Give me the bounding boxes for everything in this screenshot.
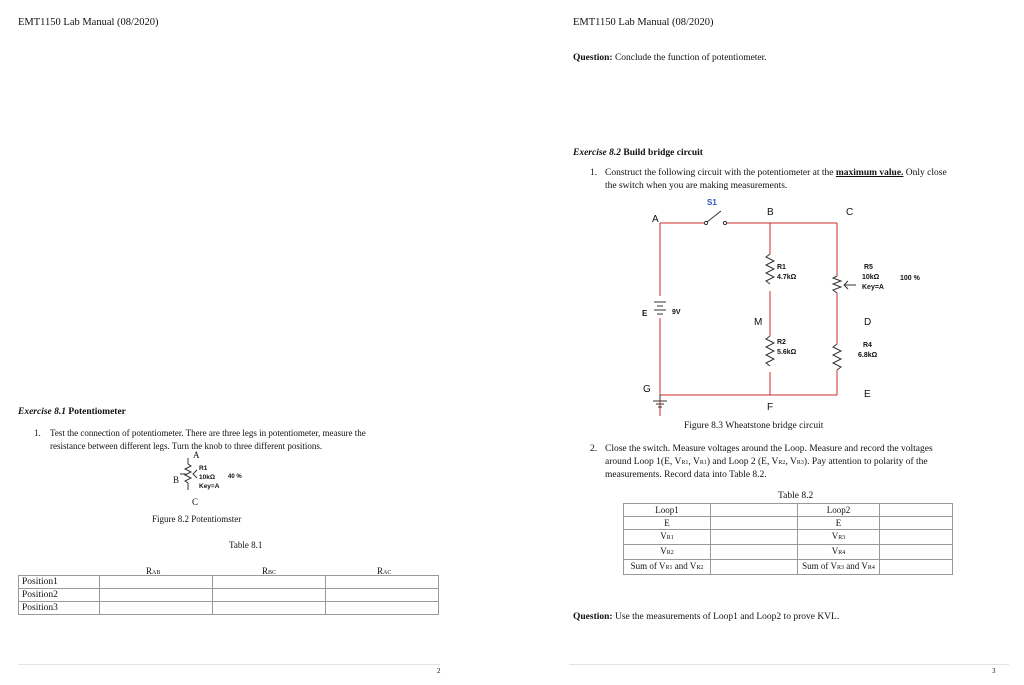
resistor-r1 xyxy=(766,254,774,284)
loop2-sum: Sum of VR3 and VR4 xyxy=(798,560,880,575)
table-cell[interactable] xyxy=(880,504,953,517)
table-cell[interactable] xyxy=(213,576,326,589)
r5-value: 10kΩ xyxy=(862,274,880,281)
table-cell[interactable] xyxy=(880,560,953,575)
node-m: M xyxy=(754,317,763,328)
question-2 xyxy=(573,612,839,622)
step1-line1: Construct the following circuit with the potentiometer at the maximum value. Only close xyxy=(605,168,947,178)
step2-number: 2. xyxy=(590,444,598,454)
table-row xyxy=(19,576,439,589)
switch-symbol xyxy=(704,211,726,225)
page-number: 3 xyxy=(992,667,996,675)
node-d: D xyxy=(864,317,872,328)
r4-value: 6.8kΩ xyxy=(858,352,878,359)
loop2-cell: VR3 xyxy=(798,530,880,545)
r4-name: R4 xyxy=(863,342,872,349)
table-cell[interactable] xyxy=(326,589,439,602)
loop1-header: Loop1 xyxy=(624,504,711,517)
node-f: F xyxy=(767,402,774,413)
table-cell[interactable] xyxy=(711,504,798,517)
col-header-rac: RAC xyxy=(377,566,392,576)
r1-value: 4.7kΩ xyxy=(777,274,797,281)
table-row xyxy=(624,560,953,575)
switch-label: S1 xyxy=(707,198,717,207)
step1-line2: the switch when you are making measurements. xyxy=(605,181,788,191)
table-cell[interactable] xyxy=(711,560,798,575)
page-header: EMT1150 Lab Manual (08/2020) xyxy=(18,17,159,28)
exercise-title: Build bridge circuit xyxy=(623,148,703,158)
loop-table xyxy=(623,503,953,575)
table-row xyxy=(624,530,953,545)
loop1-cell: E xyxy=(624,517,711,530)
battery-symbol xyxy=(654,302,666,314)
step2-line3: measurements. Record data into Table 8.2. xyxy=(605,470,767,480)
step-text-line1: Test the connection of potentiometer. There are three legs in potentiometer, measure the xyxy=(50,428,366,438)
figure-caption: Figure 8.3 Wheatstone bridge circuit xyxy=(684,421,824,431)
question-label: Question: xyxy=(573,53,613,63)
r1-name: R1 xyxy=(777,264,786,271)
step-text-line2: resistance between different legs. Turn the knob to three different positions. xyxy=(50,441,323,451)
pot-value: 10kΩ xyxy=(199,474,216,481)
table-caption: Table 8.2 xyxy=(778,491,814,501)
table-cell[interactable] xyxy=(213,589,326,602)
exercise-title: Potentiometer xyxy=(68,407,126,417)
resistor-r2 xyxy=(766,336,774,366)
col-header-rbc: RBC xyxy=(262,566,277,576)
bridge-circuit xyxy=(642,196,942,416)
loop2-cell: E xyxy=(798,517,880,530)
row-label: Position1 xyxy=(19,576,100,589)
page-right xyxy=(512,0,1024,685)
page-header: EMT1150 Lab Manual (08/2020) xyxy=(573,17,714,28)
node-e: E xyxy=(864,389,871,400)
loop1-cell: VR2 xyxy=(624,545,711,560)
table-cell[interactable] xyxy=(326,576,439,589)
resistor-r5 xyxy=(833,276,841,293)
question-1 xyxy=(573,53,767,63)
exercise-label: Exercise 8.2 xyxy=(573,148,622,158)
question-label: Question: xyxy=(573,612,613,622)
r5-percent: 100 % xyxy=(900,275,920,282)
pin-a-label: A xyxy=(193,450,200,460)
pot-percent: 40 % xyxy=(228,474,242,480)
position-table xyxy=(18,575,439,615)
table-cell[interactable] xyxy=(880,530,953,545)
pot-key: Key=A xyxy=(199,483,220,490)
loop1-sum: Sum of VR1 and VR2 xyxy=(624,560,711,575)
r5-name: R5 xyxy=(864,264,873,271)
table-row xyxy=(624,545,953,560)
loop1-cell: VR1 xyxy=(624,530,711,545)
figure-caption: Figure 8.2 Potentiomster xyxy=(152,514,242,524)
table-cell[interactable] xyxy=(100,576,213,589)
pot-name: R1 xyxy=(199,465,208,472)
node-c: C xyxy=(846,207,854,218)
table-row xyxy=(624,517,953,530)
exercise-heading xyxy=(573,148,703,158)
table-row xyxy=(19,589,439,602)
question-text: Conclude the function of potentiometer. xyxy=(614,53,767,63)
step2-line1: Close the switch. Measure voltages around the Loop. Measure and record the voltages xyxy=(605,444,933,454)
table-row xyxy=(624,504,953,517)
r2-name: R2 xyxy=(777,339,786,346)
table-caption: Table 8.1 xyxy=(229,540,263,550)
step-number: 1. xyxy=(590,168,598,178)
node-b: B xyxy=(767,207,774,218)
node-a: A xyxy=(652,214,659,225)
pin-b-label: B xyxy=(173,475,180,485)
table-cell[interactable] xyxy=(711,545,798,560)
page-number: 2 xyxy=(437,667,441,675)
exercise-heading xyxy=(18,407,126,417)
question-text: Use the measurements of Loop1 and Loop2 to prove KVL. xyxy=(614,612,840,622)
r5-key: Key=A xyxy=(862,284,884,291)
battery-label: E xyxy=(642,309,648,318)
loop2-cell: VR4 xyxy=(798,545,880,560)
battery-value: 9V xyxy=(672,309,681,316)
table-cell[interactable] xyxy=(213,602,326,615)
node-g: G xyxy=(643,384,651,395)
table-cell[interactable] xyxy=(100,602,213,615)
pin-c-label: C xyxy=(192,497,199,507)
row-label: Position3 xyxy=(19,602,100,615)
table-cell[interactable] xyxy=(880,517,953,530)
pot-arrow xyxy=(193,470,197,478)
table-cell[interactable] xyxy=(711,517,798,530)
switch-contact xyxy=(723,221,726,224)
exercise-label: Exercise 8.1 xyxy=(18,407,67,417)
footer-rule xyxy=(18,664,440,665)
step2-line2: around Loop 1(E, VR1, VR1) and Loop 2 (E, VR2, VR3). Pay attention to polarity of the xyxy=(605,457,928,467)
r2-value: 5.6kΩ xyxy=(777,349,797,356)
col-header-rab: RAB xyxy=(146,566,161,576)
table-cell[interactable] xyxy=(100,589,213,602)
step-number: 1. xyxy=(34,428,41,438)
table-cell[interactable] xyxy=(880,545,953,560)
row-label: Position2 xyxy=(19,589,100,602)
loop2-header: Loop2 xyxy=(798,504,880,517)
table-cell[interactable] xyxy=(326,602,439,615)
footer-rule xyxy=(569,664,1009,665)
switch-blade xyxy=(707,211,721,222)
table-row xyxy=(19,602,439,615)
table-cell[interactable] xyxy=(711,530,798,545)
resistor-r4 xyxy=(833,344,841,370)
